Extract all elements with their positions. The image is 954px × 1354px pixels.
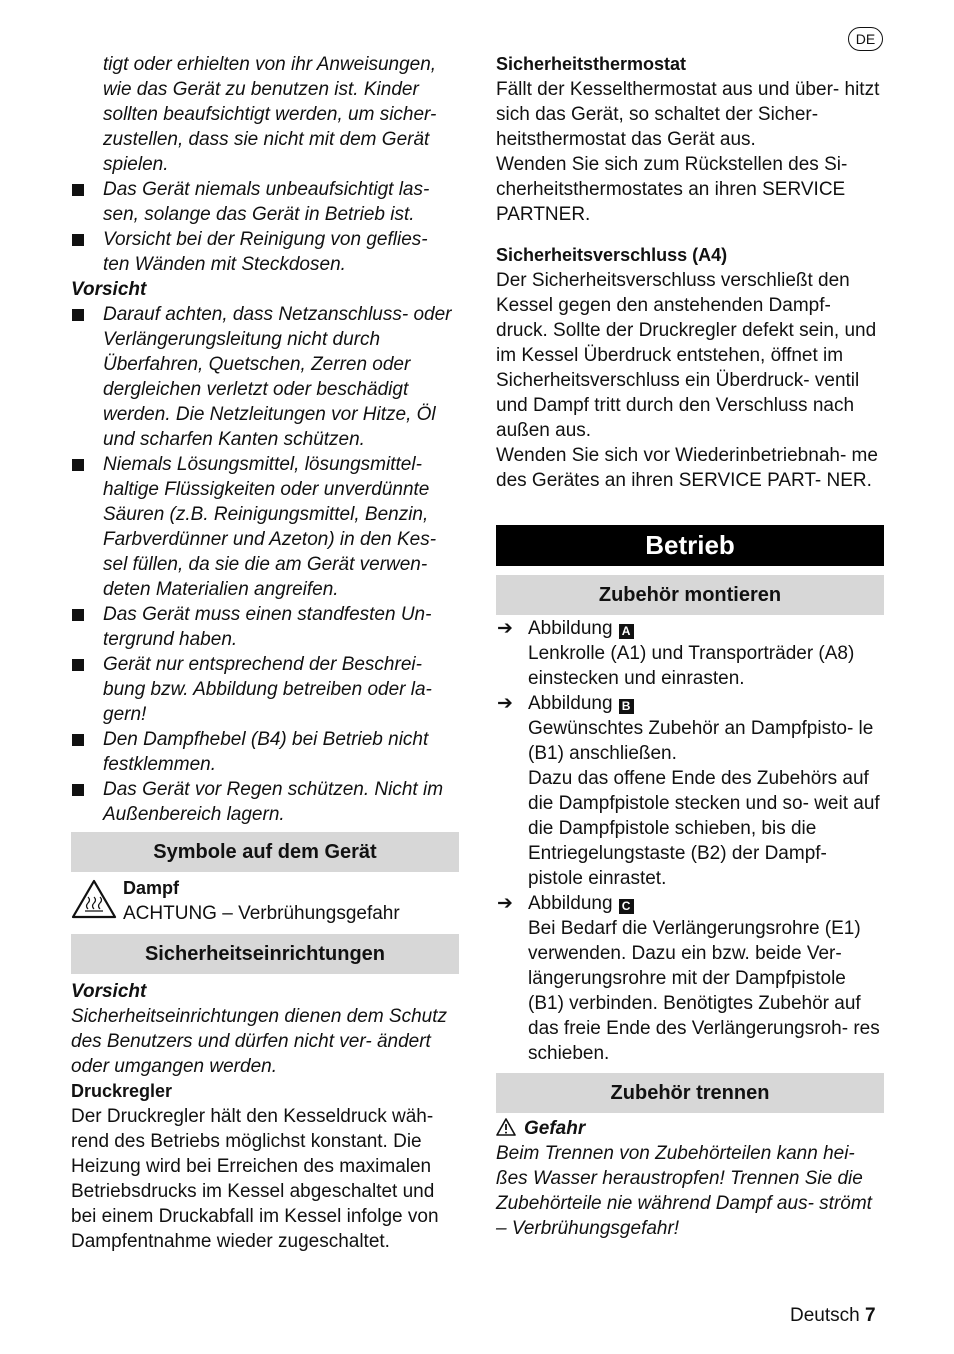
gefahr-label: Gefahr	[524, 1118, 586, 1139]
step-c	[496, 891, 884, 1066]
step-label: Abbildung	[528, 893, 613, 914]
symbole-heading: Symbole auf dem Gerät	[71, 832, 459, 872]
gefahr-text: Beim Trennen von Zubehörteilen kann hei- ßes Wasser heraustropfen! Trennen Sie die Zubehörteile nie während Dampf aus- strömt – Verbrühungsgefahr!	[496, 1143, 872, 1239]
dampf-text: ACHTUNG – Verbrühungsgefahr	[123, 903, 400, 924]
left-column	[71, 52, 459, 1254]
arrow-right-icon: ➔	[497, 618, 513, 639]
step-b	[496, 691, 884, 891]
dampf-title: Dampf	[123, 878, 180, 898]
sicherheit-heading: Sicherheitseinrichtungen	[71, 934, 459, 974]
list-item: Gerät nur entsprechend der Beschrei- bung bzw. Abbildung betreiben oder la- gern!	[71, 652, 459, 727]
step-text: Gewünschtes Zubehör an Dampfpisto- le (B1) anschließen.	[528, 718, 874, 764]
betrieb-heading: Betrieb	[496, 525, 884, 566]
list-item: Darauf achten, dass Netzanschluss- oder Verlängerungsleitung nicht durch Überfahren, Quetschen, Zerren oder dergleichen verletzt oder beschädigt werden. Die Netzleitungen vor Hitze, Öl und scharfen Kanten schützen.	[71, 302, 459, 452]
list-item: Den Dampfhebel (B4) bei Betrieb nicht festklemmen.	[71, 727, 459, 777]
footer-language: Deutsch	[790, 1305, 860, 1326]
list-item: Das Gerät vor Regen schützen. Nicht im Außenbereich lagern.	[71, 777, 459, 827]
dampf-symbol-row	[71, 876, 459, 926]
steam-warning-icon	[71, 879, 117, 919]
trennen-heading: Zubehör trennen	[496, 1073, 884, 1113]
verschluss-title: Sicherheitsverschluss (A4)	[496, 245, 728, 265]
figure-c-icon: C	[619, 899, 634, 914]
thermostat-text-1: Fällt der Kesselthermostat aus und über- hitzt sich das Gerät, so schaltet der Sicher- heitsthermostat das Gerät aus.	[496, 79, 880, 150]
step-a	[496, 616, 884, 691]
bullet-list-1	[71, 177, 459, 277]
arrow-right-icon: ➔	[497, 693, 513, 714]
verschluss-text-1: Der Sicherheitsverschluss verschließt den Kessel gegen den anstehenden Dampf- druck. Sollte der Druckregler defekt sein, und im Kessel Überdruck entstehen, öffnet im Sicherheitsverschluss ein Überdruck- ventil und Dampf tritt durch den Verschluss nach außen aus.	[496, 270, 877, 441]
list-item: Das Gerät niemals unbeaufsichtigt las- sen, solange das Gerät in Betrieb ist.	[71, 177, 459, 227]
warning-icon	[496, 1118, 516, 1136]
vorsicht-label-2: Vorsicht	[71, 981, 147, 1002]
step-label: Abbildung	[528, 618, 613, 639]
figure-b-icon: B	[619, 699, 634, 714]
step-text: Bei Bedarf die Verlängerungsrohre (E1) verwenden. Dazu ein bzw. beide Ver- längerungsrohre mit der Dampfpistole (B1) verbinden. Benötigtes Zubehör auf das freie Ende des Verlängerungsroh- res schieben.	[528, 918, 880, 1064]
gefahr-row	[496, 1116, 884, 1141]
verschluss-text-2: Wenden Sie sich vor Wiederinbetriebnah- me des Gerätes an ihren SERVICE PART- NER.	[496, 445, 878, 491]
bullet-list-2	[71, 302, 459, 827]
list-item: Vorsicht bei der Reinigung von geflies- ten Wänden mit Steckdosen.	[71, 227, 459, 277]
figure-a-icon: A	[619, 624, 634, 639]
steps-list	[496, 616, 884, 1066]
list-item: Das Gerät muss einen standfesten Un- tergrund haben.	[71, 602, 459, 652]
druckregler-title: Druckregler	[71, 1081, 173, 1101]
list-item: Niemals Lösungsmittel, lösungsmittel- haltige Flüssigkeiten oder unverdünnte Säuren (z.B. Reinigungsmittel, Benzin, Farbverdünner und Azeton) in den Kes- sel füllen, da sie die am Gerät verwen- deten Materialien angreifen.	[71, 452, 459, 602]
vorsicht-label: Vorsicht	[71, 279, 147, 300]
continued-text: tigt oder erhielten von ihr Anweisungen, wie das Gerät zu benutzen ist. Kinder sollten beaufsichtigt werden, um sicher- zustellen, dass sie nicht mit dem Gerät spielen.	[103, 54, 437, 175]
step-text-2: Dazu das offene Ende des Zubehörs auf die Dampfpistole stecken und so- weit auf die Dampfpistole schieben, bis die Entriegelungstaste (B2) der Dampf- pistole einrastet.	[528, 768, 880, 889]
montieren-heading: Zubehör montieren	[496, 575, 884, 615]
thermostat-text-2: Wenden Sie sich zum Rückstellen des Si- cherheitsthermostates an ihren SERVICE PARTNER.	[496, 154, 848, 225]
step-label: Abbildung	[528, 693, 613, 714]
page-number: 7	[864, 1305, 876, 1326]
thermostat-title: Sicherheitsthermostat	[496, 54, 687, 74]
druckregler-text: Der Druckregler hält den Kesseldruck wäh- rend des Betriebs möglichst konstant. Die Heizung wird bei Erreichen des maximalen Betriebsdrucks im Kessel abgeschaltet und bei einem Druckabfall im Kessel infolge von Dampfentnahme wieder zugeschaltet.	[71, 1106, 439, 1252]
arrow-right-icon: ➔	[497, 893, 513, 914]
step-text: Lenkrolle (A1) und Transporträder (A8) einstecken und einrasten.	[528, 643, 855, 689]
page-footer	[790, 1303, 876, 1328]
language-badge: DE	[848, 27, 883, 51]
sicherheit-text: Sicherheitseinrichtungen dienen dem Schutz des Benutzers und dürfen nicht ver- ändert oder umgangen werden.	[71, 1006, 448, 1077]
right-column	[496, 52, 884, 1241]
